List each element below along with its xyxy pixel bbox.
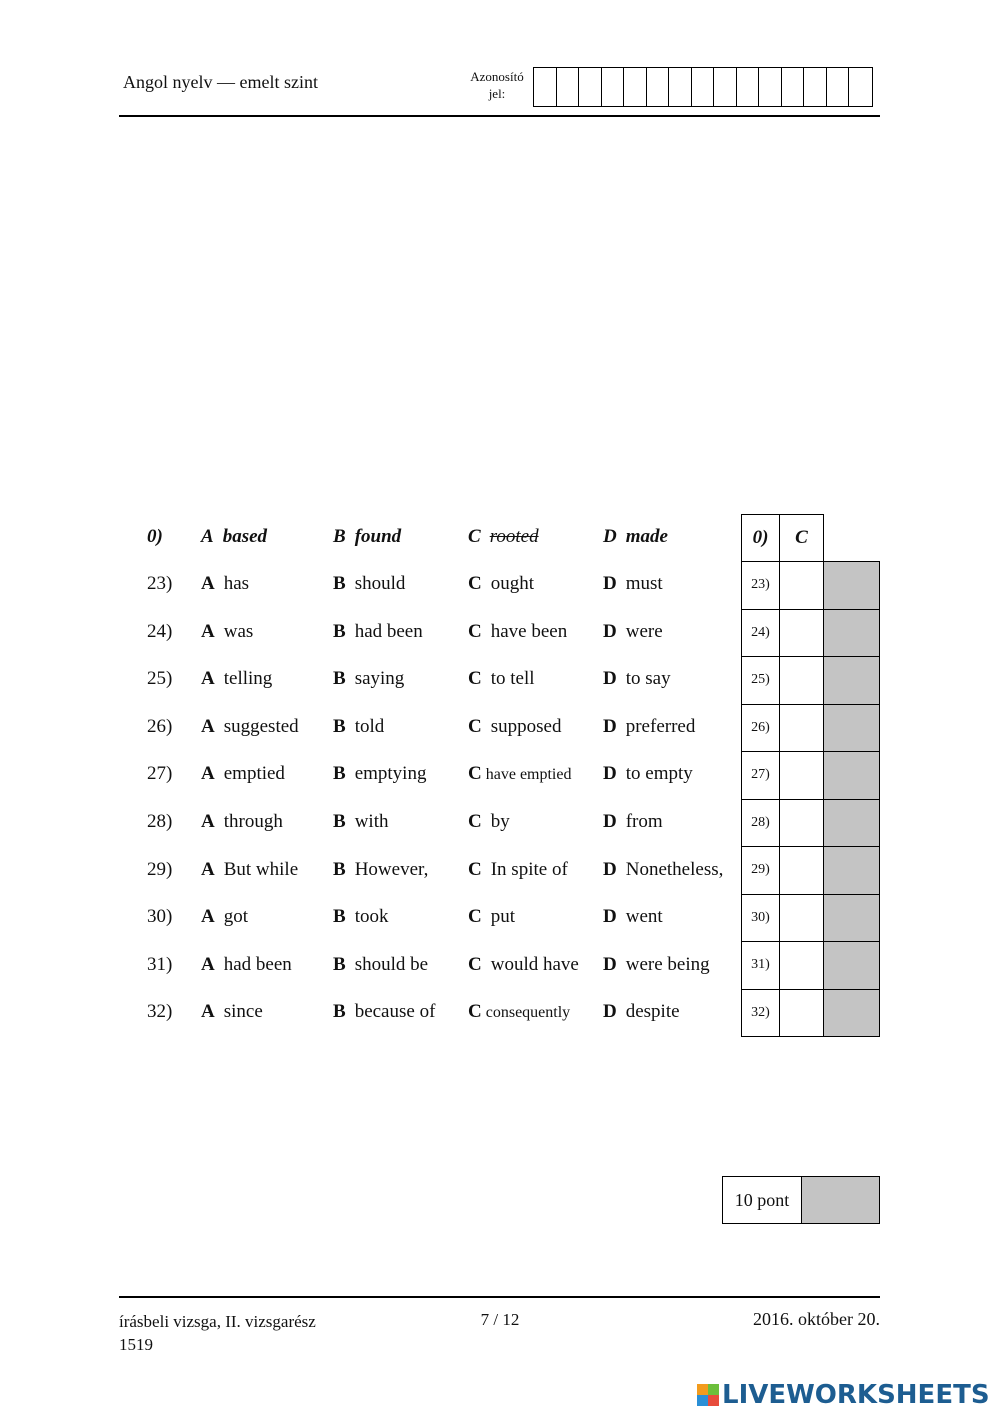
option-d — [603, 617, 663, 647]
question-number: 31) — [147, 953, 173, 975]
option-text: suggested — [223, 715, 299, 737]
option-letter: B — [333, 1001, 346, 1023]
option-letter: A — [201, 1001, 215, 1023]
option-letter: A — [201, 668, 215, 690]
option-letter: B — [333, 763, 346, 785]
id-code-box[interactable] — [624, 68, 647, 106]
grid-question-number: 29) — [741, 846, 780, 895]
id-code-box[interactable] — [827, 68, 850, 106]
option-text: ought — [490, 573, 535, 594]
option-a — [201, 759, 285, 789]
question-row — [0, 712, 740, 742]
option-b — [333, 664, 404, 694]
option-d — [603, 855, 723, 885]
option-d — [603, 569, 663, 599]
option-letter: C — [468, 1001, 482, 1023]
option-text: got — [223, 906, 249, 928]
option-letter: A — [201, 715, 215, 737]
id-code-box[interactable] — [602, 68, 625, 106]
id-code-box[interactable] — [737, 68, 760, 106]
question-number: 27) — [147, 763, 173, 785]
answer-input-box[interactable] — [779, 894, 824, 943]
option-letter: B — [333, 668, 346, 690]
option-letter: D — [603, 858, 617, 880]
option-text: preferred — [625, 715, 696, 737]
option-text: were — [625, 620, 663, 642]
answer-input-box[interactable] — [779, 751, 824, 800]
grid-question-number: 28) — [741, 799, 780, 848]
grid-question-number: 32) — [741, 989, 780, 1038]
id-code-box[interactable] — [669, 68, 692, 106]
footer-exam-code: 1519 — [119, 1335, 153, 1354]
option-text: from — [625, 811, 663, 832]
liveworksheets-text: LIVEWORKSHEETS — [722, 1380, 990, 1410]
option-text: to say — [625, 668, 671, 690]
option-text: were being — [625, 953, 710, 975]
grid-example-answer: C — [779, 514, 824, 562]
option-text: went — [625, 906, 663, 928]
question-number: 26) — [147, 715, 173, 737]
option-text: through — [223, 811, 283, 832]
option-text: emptied — [223, 763, 285, 785]
liveworksheets-logo[interactable] — [697, 1380, 990, 1410]
option-letter: D — [603, 953, 617, 975]
option-d — [603, 807, 663, 837]
option-letter: B — [333, 811, 346, 832]
question-number: 28) — [147, 811, 173, 832]
option-c — [468, 997, 570, 1028]
grid-score-cell — [823, 609, 880, 658]
footer-page-number: 7 / 12 — [480, 1310, 520, 1329]
option-text: to empty — [625, 763, 693, 785]
grid-question-number: 26) — [741, 704, 780, 753]
option-text: should — [354, 573, 406, 594]
option-letter: A — [201, 620, 215, 642]
grid-score-cell — [823, 704, 880, 753]
option-b — [333, 855, 428, 885]
answer-input-box[interactable] — [779, 846, 824, 895]
option-letter: C — [468, 811, 482, 832]
answer-input-box[interactable] — [779, 941, 824, 990]
grid-score-cell — [823, 989, 880, 1038]
answer-input-box[interactable] — [779, 799, 824, 848]
example-number: 0) — [147, 526, 163, 547]
answer-input-box[interactable] — [779, 609, 824, 658]
option-c — [468, 712, 561, 742]
option-text: would have — [490, 953, 579, 975]
option-letter: B — [333, 858, 346, 880]
option-letter: D — [603, 811, 617, 832]
id-code-box[interactable] — [579, 68, 602, 106]
id-code-box[interactable] — [557, 68, 580, 106]
option-c — [468, 664, 535, 694]
option-c — [468, 902, 515, 932]
option-letter: C — [468, 668, 482, 690]
option-d — [603, 759, 693, 789]
option-letter: C — [468, 953, 482, 975]
option-text: supposed — [490, 715, 562, 737]
id-code-box[interactable] — [714, 68, 737, 106]
footer-exam-name: írásbeli vizsga, II. vizsgarész — [119, 1312, 316, 1331]
question-row — [0, 902, 740, 932]
grid-score-cell — [823, 799, 880, 848]
option-c — [468, 855, 568, 885]
option-c — [468, 617, 567, 647]
option-letter: B — [333, 953, 346, 975]
option-a — [201, 664, 272, 694]
option-a — [201, 807, 283, 837]
option-letter: B — [333, 715, 346, 737]
example-option-d: D made — [603, 526, 668, 547]
example-struck-answer: rooted — [489, 526, 539, 547]
option-text: telling — [223, 668, 273, 690]
option-letter: A — [201, 906, 215, 928]
option-text: should be — [354, 953, 429, 975]
option-text: saying — [354, 668, 405, 690]
option-text: In spite of — [490, 858, 568, 880]
grid-score-cell — [823, 846, 880, 895]
question-number: 25) — [147, 668, 173, 690]
question-row — [0, 950, 740, 980]
footer-exam-info — [119, 1310, 316, 1356]
option-a — [201, 997, 263, 1027]
option-text: to tell — [490, 668, 535, 690]
option-c — [468, 950, 579, 980]
option-b — [333, 997, 435, 1027]
id-code-box[interactable] — [849, 68, 872, 106]
question-number: 23) — [147, 573, 173, 594]
question-row — [0, 855, 740, 885]
option-b — [333, 617, 423, 647]
option-b — [333, 712, 384, 742]
option-text: despite — [625, 1001, 680, 1023]
option-c — [468, 759, 571, 790]
example-option-a: A based — [201, 526, 268, 547]
id-code-box[interactable] — [759, 68, 782, 106]
example-option-b: B found — [333, 526, 402, 547]
option-letter: D — [603, 906, 617, 928]
id-label-line2: jel: — [488, 86, 506, 101]
grid-question-number: 24) — [741, 609, 780, 658]
option-a — [201, 712, 299, 742]
score-label: 10 pont — [722, 1176, 802, 1224]
option-letter: D — [603, 573, 617, 594]
option-b — [333, 902, 388, 932]
option-text: emptying — [354, 763, 427, 785]
option-a — [201, 902, 248, 932]
question-number: 29) — [147, 858, 173, 880]
option-d — [603, 997, 680, 1027]
id-code-box[interactable] — [804, 68, 827, 106]
option-letter: D — [603, 763, 617, 785]
grid-score-cell — [823, 561, 880, 610]
option-text: told — [354, 715, 385, 737]
option-b — [333, 759, 426, 789]
grid-score-cell — [823, 941, 880, 990]
option-letter: B — [333, 620, 346, 642]
option-text: with — [354, 811, 389, 832]
grid-question-number: 30) — [741, 894, 780, 943]
id-label-line1: Azonosító — [470, 69, 524, 84]
question-row — [0, 759, 740, 789]
grid-score-cell — [823, 751, 880, 800]
option-text: has — [223, 573, 250, 594]
option-text: because of — [354, 1001, 436, 1023]
option-d — [603, 902, 663, 932]
example-row — [0, 522, 740, 552]
footer-date: 2016. október 20. — [753, 1309, 880, 1329]
option-text: have emptied — [485, 766, 572, 784]
question-number: 30) — [147, 906, 173, 928]
option-letter: C — [468, 906, 482, 928]
option-text: consequently — [485, 1004, 571, 1022]
header-rule — [119, 115, 880, 117]
id-code-box[interactable] — [534, 68, 557, 106]
question-number: 24) — [147, 620, 173, 642]
option-letter: D — [603, 1001, 617, 1023]
option-letter: C — [468, 763, 482, 785]
question-row — [0, 569, 740, 599]
option-text: by — [490, 811, 510, 832]
option-text: However, — [354, 858, 429, 880]
option-text: since — [223, 1001, 263, 1023]
id-code-box[interactable] — [782, 68, 805, 106]
option-d — [603, 950, 710, 980]
option-letter: D — [603, 668, 617, 690]
id-code-box[interactable] — [692, 68, 715, 106]
option-c — [468, 569, 534, 599]
score-box — [801, 1176, 880, 1224]
question-row — [0, 664, 740, 694]
answer-input-box[interactable] — [779, 704, 824, 753]
question-row — [0, 997, 740, 1027]
option-a — [201, 617, 253, 647]
option-letter: D — [603, 715, 617, 737]
option-text: have been — [490, 620, 568, 642]
footer-rule — [119, 1296, 880, 1298]
example-option-c: C rooted — [468, 526, 539, 547]
option-letter: A — [201, 811, 215, 832]
option-b — [333, 569, 405, 599]
grid-question-number: 31) — [741, 941, 780, 990]
option-text: Nonetheless, — [625, 858, 724, 880]
option-letter: C — [468, 573, 482, 594]
option-letter: A — [201, 858, 215, 880]
header-title: Angol nyelv — emelt szint — [123, 72, 318, 92]
option-text: put — [490, 906, 516, 928]
option-b — [333, 807, 388, 837]
id-label — [455, 68, 539, 102]
option-b — [333, 950, 428, 980]
option-letter: C — [468, 858, 482, 880]
grid-score-cell — [823, 894, 880, 943]
id-code-boxes[interactable] — [533, 67, 873, 107]
option-a — [201, 855, 298, 885]
option-letter: A — [201, 573, 215, 594]
option-text: had been — [354, 620, 423, 642]
id-code-box[interactable] — [647, 68, 670, 106]
grid-question-number: 25) — [741, 656, 780, 705]
option-text: took — [354, 906, 389, 928]
answer-input-box[interactable] — [779, 989, 824, 1038]
option-letter: C — [468, 620, 482, 642]
option-d — [603, 664, 671, 694]
option-a — [201, 569, 249, 599]
grid-score-cell — [823, 656, 880, 705]
answer-input-box[interactable] — [779, 656, 824, 705]
option-d — [603, 712, 695, 742]
liveworksheets-icon — [697, 1384, 719, 1406]
option-letter: B — [333, 906, 346, 928]
option-letter: D — [603, 620, 617, 642]
question-row — [0, 807, 740, 837]
grid-question-number: 27) — [741, 751, 780, 800]
option-letter: A — [201, 763, 215, 785]
option-text: But while — [223, 858, 299, 880]
grid-question-number: 23) — [741, 561, 780, 610]
option-text: was — [223, 620, 254, 642]
grid-example-number: 0) — [741, 514, 780, 562]
option-text: must — [625, 573, 663, 594]
option-letter: B — [333, 573, 346, 594]
answer-input-box[interactable] — [779, 561, 824, 610]
option-text: had been — [223, 953, 292, 975]
option-a — [201, 950, 292, 980]
question-row — [0, 617, 740, 647]
option-c — [468, 807, 510, 837]
option-letter: C — [468, 715, 482, 737]
question-number: 32) — [147, 1001, 173, 1023]
option-letter: A — [201, 953, 215, 975]
